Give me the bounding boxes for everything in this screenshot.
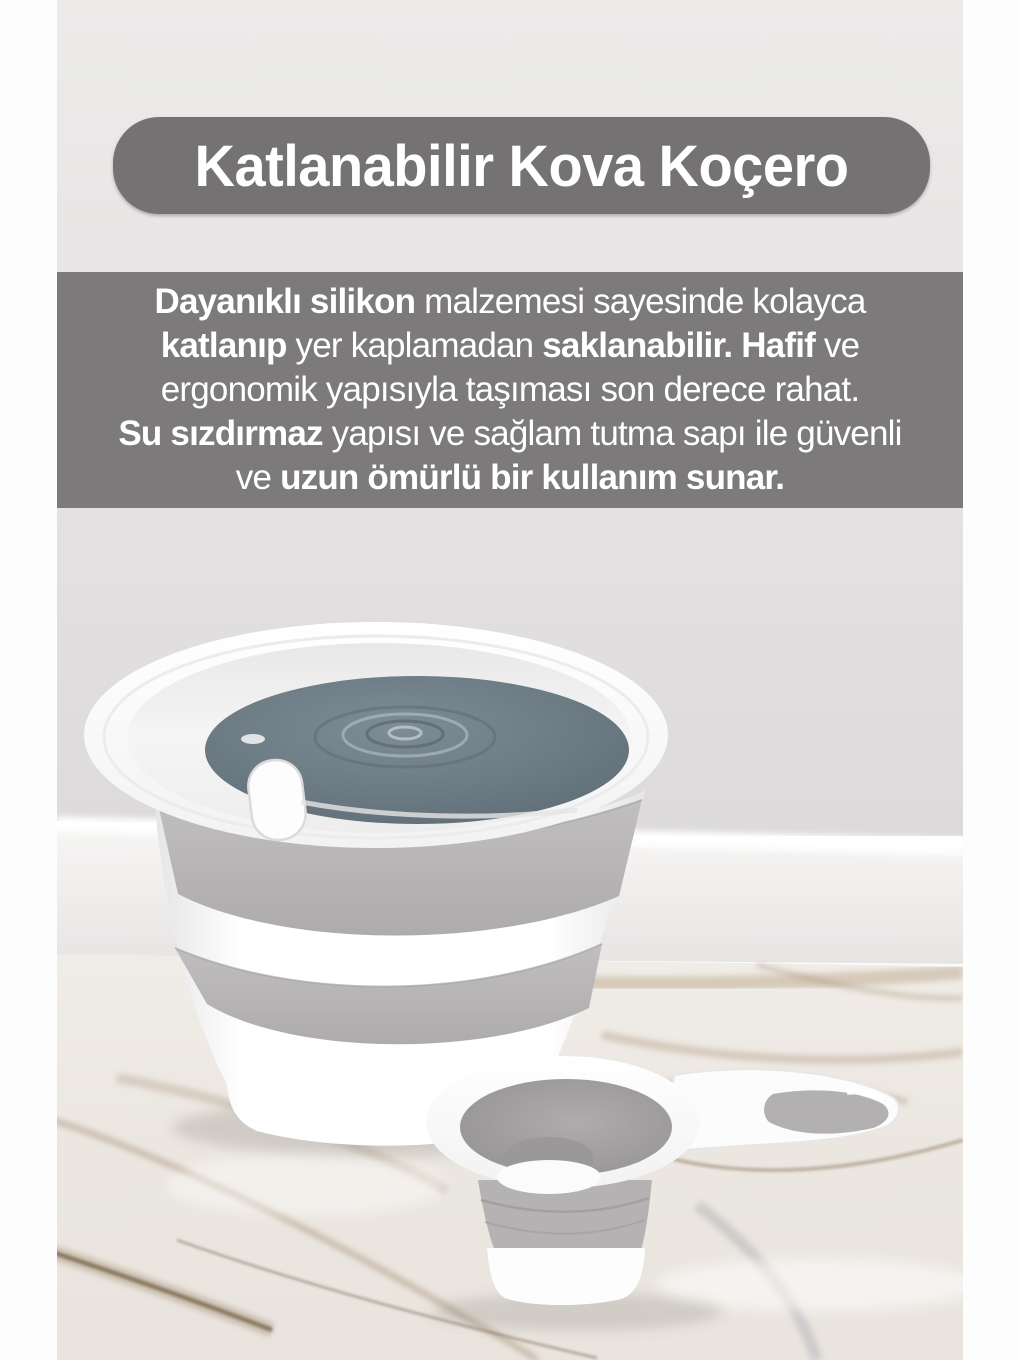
product-title: Katlanabilir Kova Koçero <box>194 132 849 199</box>
description-lines <box>57 280 963 500</box>
description-block <box>57 272 963 508</box>
description-line: Su sızdırmaz yapısı ve sağlam tutma sapı ile güvenli <box>118 414 902 453</box>
description-line: Dayanıklı silikon malzemesi sayesinde kolayca <box>154 282 866 321</box>
water-bubble <box>241 734 265 744</box>
description-line: ve uzun ömürlü bir kullanım sunar. <box>235 458 785 497</box>
description-line: katlanıp yer kaplamadan saklanabilir. Hafif ve <box>160 326 860 365</box>
description-line: ergonomik yapısıyla taşıması son derece rahat. <box>160 370 860 409</box>
scoop-base <box>487 1248 645 1305</box>
product-title-banner <box>113 117 930 214</box>
